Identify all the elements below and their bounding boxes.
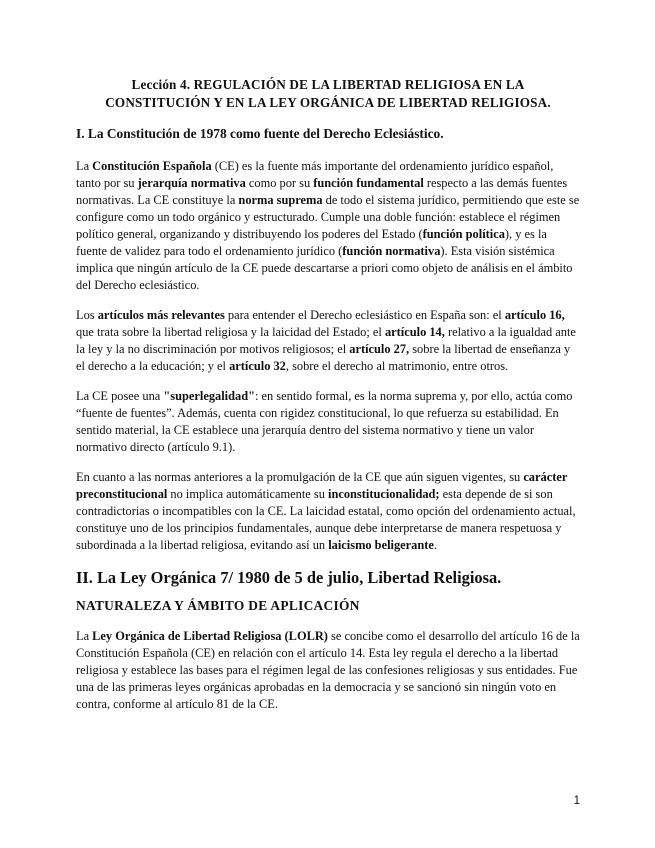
text-run: , sobre el derecho al matrimonio, entre otros. [285, 359, 509, 373]
section-1-heading: I. La Constitución de 1978 como fuente del Derecho Eclesiástico. [76, 126, 444, 141]
text-run: no implica automáticamente su [167, 487, 329, 501]
bold-term: "superlegalidad" [163, 389, 255, 403]
section-1-paragraph-2 [76, 307, 580, 375]
bold-term: función fundamental [313, 176, 424, 190]
text-run: esta depende de si son contradictorias o incompatibles con la CE. La laicidad estatal, como opción del ordenamiento actual, constituye uno de los principios fundamentales, aunque debe interpretarse de manera respetuosa y subordinada a la libertad religiosa, evitando así un [76, 487, 576, 552]
page-number: 1 [573, 795, 580, 807]
text-run: que trata sobre la libertad religiosa y la laicidad del Estado; el [76, 325, 385, 339]
text-run: para entender el Derecho eclesiástico en España son: el [224, 308, 505, 322]
bold-term: artículo 16, [504, 308, 565, 322]
lesson-title [76, 76, 580, 112]
section-2-heading: II. La Ley Orgánica 7/ 1980 de 5 de julio, Libertad Religiosa. [76, 568, 502, 587]
text-run: La CE posee una [76, 389, 164, 403]
bold-term: inconstitucionalidad; [328, 487, 440, 501]
text-run: En cuanto a las normas anteriores a la promulgación de la CE que aún siguen vigentes, su [76, 470, 524, 484]
bold-term: función normativa [342, 244, 441, 258]
bold-term: artículo 27, [349, 342, 410, 356]
bold-term: artículo 32 [229, 359, 286, 373]
section-2-paragraph-1 [76, 628, 580, 713]
bold-term: artículo 14, [384, 325, 445, 339]
lesson-title-line-1: Lección 4. REGULACIÓN DE LA LIBERTAD RELIGIOSA EN LA [131, 77, 525, 92]
bold-term: artículos más relevantes [97, 308, 225, 322]
bold-term: función política [422, 227, 505, 241]
text-run: : en sentido formal, es la norma suprema y, por ello, actúa como “fuente de fuentes”. Además, cuenta con rigidez constitucional, lo que refuerza su estabilidad. En sentido material, la CE establece una jerarquía dentro del sistema normativo y tiene un valor normativo directo (artículo 9.1). [76, 389, 573, 454]
text-run: se concibe como el desarrollo del artículo 16 de la Constitución Española (CE) en relación con el artículo 14. Esta ley regula el derecho a la libertad religiosa y establece las bases para el régimen legal de las confesiones religiosas y sus entidades. Fue una de las primeras leyes orgánicas aprobadas en la democracia y se sancionó sin ningún voto en contra, conforme al artículo 81 de la CE. [76, 629, 580, 711]
section-2-subheading: NATURALEZA Y ÁMBITO DE APLICACIÓN [76, 598, 360, 613]
bold-term: laicismo beligerante [328, 538, 434, 552]
section-1-paragraph-1 [76, 158, 580, 294]
text-run: como por su [245, 176, 314, 190]
page-content [76, 76, 580, 726]
bold-term: carácter preconstitucional [76, 470, 568, 501]
section-1-paragraph-3 [76, 388, 580, 456]
bold-term: Constitución Española [92, 159, 212, 173]
text-run: ), y es la fuente de validez para todo el ordenamiento jurídico ( [76, 227, 547, 258]
text-run: Los [76, 308, 98, 322]
text-run: sobre la libertad de enseñanza y el derecho a la educación; y el [76, 342, 571, 373]
text-run: La [76, 159, 93, 173]
text-run: . [433, 538, 437, 552]
text-run: La [76, 629, 93, 643]
text-run: (CE) es la fuente más importante del ordenamiento jurídico español, tanto por su [76, 159, 554, 190]
text-run: relativo a la igualdad ante la ley y la no discriminación por motivos religiosos; el [76, 325, 576, 356]
bold-term: jerarquía normativa [137, 176, 246, 190]
bold-term: norma suprema [238, 193, 323, 207]
lesson-title-line-2: CONSTITUCIÓN Y EN LA LEY ORGÁNICA DE LIBERTAD RELIGIOSA. [105, 95, 551, 110]
text-run: respecto a las demás fuentes normativas. La CE constituye la [76, 176, 568, 207]
text-run: ). Esta visión sistémica implica que ningún artículo de la CE puede descartarse a priori como objeto de análisis en el ámbito del Derecho eclesiástico. [76, 244, 573, 292]
bold-term: Ley Orgánica de Libertad Religiosa (LOLR) [92, 629, 328, 643]
section-1-paragraph-4 [76, 469, 580, 554]
text-run: de todo el sistema jurídico, permitiendo que este se configure como un todo orgánico y estructurado. Cumple una doble función: establece el régimen político general, organizando y distribuyendo los poderes del Estado ( [76, 193, 580, 241]
